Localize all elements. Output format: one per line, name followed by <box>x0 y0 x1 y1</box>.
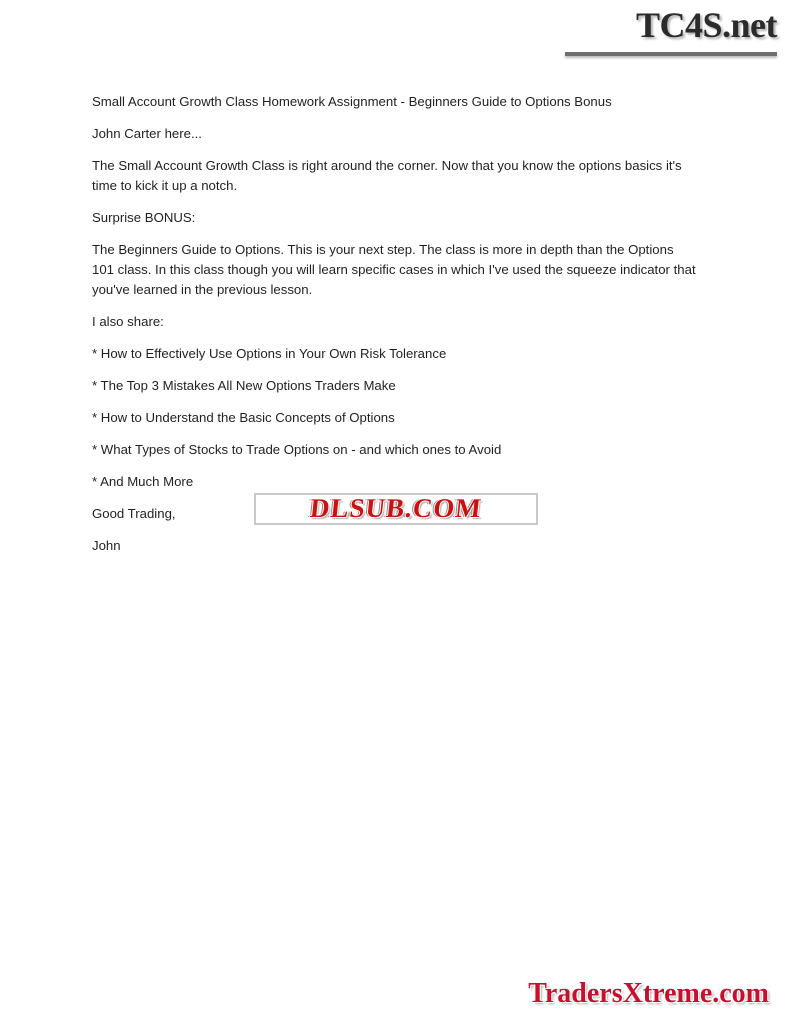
signature-line: John <box>92 538 121 553</box>
watermark-tradersxtreme: TradersXtreme.com <box>528 978 769 1009</box>
bullet-item: * How to Effectively Use Options in Your Own Risk Tolerance <box>92 346 447 361</box>
paragraph-also-share: I also share: <box>92 314 164 329</box>
document-title: Small Account Growth Class Homework Assignment - Beginners Guide to Options Bonus <box>92 94 612 109</box>
watermark-tc4s-underline <box>565 52 777 56</box>
paragraph-intro: John Carter here... <box>92 126 202 141</box>
bullet-item: * And Much More <box>92 474 194 489</box>
closing-line: Good Trading, <box>92 506 176 521</box>
watermark-tc4s: TC4S.net <box>635 5 777 45</box>
watermark-dlsub <box>254 493 538 525</box>
paragraph-class-announcement: The Small Account Growth Class is right around the corner. Now that you know the options basics it's time to kick it up a notch. <box>92 158 682 193</box>
paragraph-bonus-description: The Beginners Guide to Options. This is your next step. The class is more in depth than the Options 101 class. In this class though you will learn specific cases in which I've used the squeeze indicator that you've learned in the previous lesson. <box>92 242 696 297</box>
bullet-item: * The Top 3 Mistakes All New Options Traders Make <box>92 378 396 393</box>
bullet-item: * How to Understand the Basic Concepts of Options <box>92 410 395 425</box>
paragraph-bonus-header: Surprise BONUS: <box>92 210 196 225</box>
bullet-item: * What Types of Stocks to Trade Options on - and which ones to Avoid <box>92 442 502 457</box>
watermark-dlsub-text: DLSUB.COM <box>308 493 484 523</box>
